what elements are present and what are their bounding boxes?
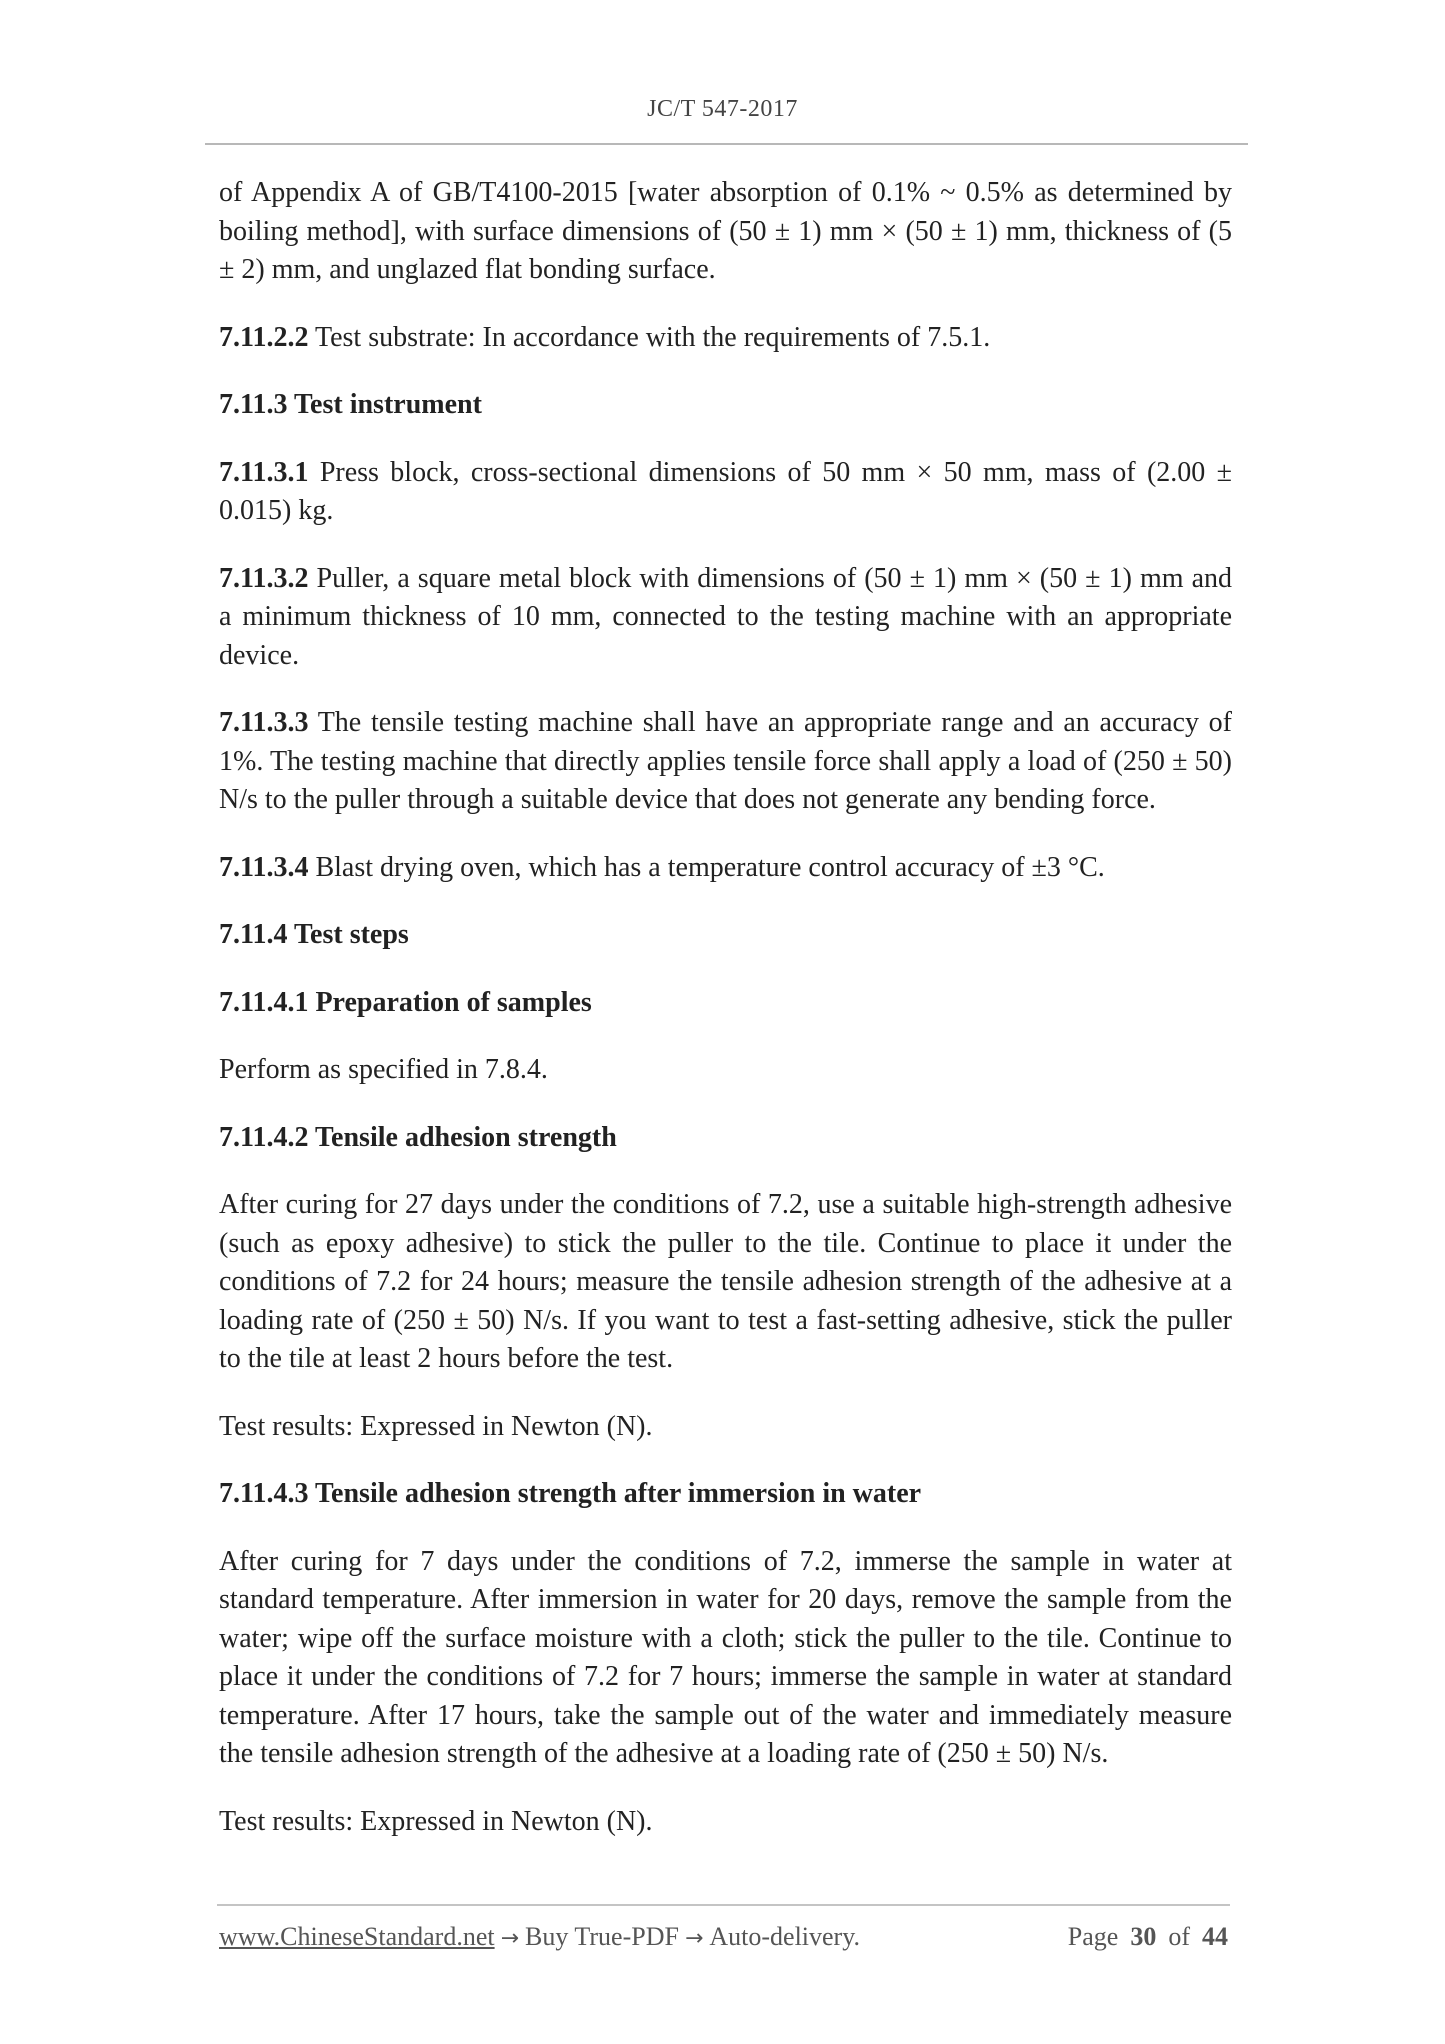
buy-true-pdf-text: Buy True-PDF — [525, 1922, 679, 1951]
clause-text: Puller, a square metal block with dimensions of (50 ± 1) mm × (50 ± 1) mm and a minimum thickness of 10 mm, connected to the testing machine with an appropriate device. — [219, 562, 1232, 671]
clause-number: 7.11.3.4 — [219, 851, 309, 883]
auto-delivery-text: Auto-delivery. — [709, 1922, 861, 1951]
paragraph-continuation: of Appendix A of GB/T4100-2015 [water absorption of 0.1% ~ 0.5% as determined by boiling method], with surface dimensions of (50 ± 1) mm × (50 ± 1) mm, thickness of (5 ± 2) mm, and unglazed flat bonding surface. — [219, 177, 1232, 285]
paragraph-tensile-adhesion: After curing for 27 days under the conditions of 7.2, use a suitable high-strength adhesive (such as epoxy adhesive) to stick the puller to the tile. Continue to place it under the conditions of 7.2 for 24 hours; measure the tensile adhesion strength of the adhesive at a loading rate of (250 ± 50) N/s. If you want to test a fast-setting adhesive, stick the puller to the tile at least 2 hours before the test. — [219, 1189, 1232, 1374]
website-link[interactable]: www.ChineseStandard.net — [219, 1922, 495, 1951]
arrow-right-icon: → — [684, 1926, 704, 1951]
page-footer — [219, 1922, 1228, 1952]
document-code-header: JC/T 547-2017 — [647, 96, 798, 122]
header-divider — [205, 143, 1248, 145]
clause-7-11-3-2 — [219, 560, 1232, 676]
heading-7-11-4: 7.11.4 Test steps — [219, 919, 409, 950]
arrow-right-icon: → — [500, 1926, 520, 1951]
heading-7-11-4-1: 7.11.4.1 Preparation of samples — [219, 986, 592, 1018]
page-body — [219, 174, 1232, 1870]
clause-number: 7.11.2.2 — [219, 321, 309, 353]
heading-7-11-4-2: 7.11.4.2 Tensile adhesion strength — [219, 1121, 617, 1153]
total-page-count: 44 — [1202, 1922, 1228, 1951]
clause-number: 7.11.3.3 — [219, 707, 309, 738]
clause-number: 7.11.3.1 — [219, 456, 309, 488]
paragraph-perform: Perform as specified in 7.8.4. — [219, 1054, 548, 1085]
footer-promo — [219, 1922, 860, 1952]
clause-7-11-3-1 — [219, 454, 1232, 531]
paragraph-test-results-1: Test results: Expressed in Newton (N). — [219, 1410, 653, 1442]
clause-text: Blast drying oven, which has a temperature control accuracy of ±3 °C. — [308, 851, 1105, 883]
clause-7-11-3-3 — [219, 704, 1232, 820]
of-label: of — [1168, 1922, 1190, 1951]
page-number-indicator — [1068, 1922, 1228, 1952]
heading-7-11-3: 7.11.3 Test instrument — [219, 389, 482, 420]
page-label: Page — [1067, 1922, 1119, 1951]
clause-text: The tensile testing machine shall have an appropriate range and an accuracy of 1%. The testing machine that directly applies tensile force shall apply a load of (250 ± 50) N/s to the puller through a suitable device that does not generate any bending force. — [219, 707, 1232, 815]
clause-number: 7.11.3.2 — [219, 562, 309, 594]
clause-text: Press block, cross-sectional dimensions of 50 mm × 50 mm, mass of (2.00 ± 0.015) kg. — [219, 456, 1232, 526]
footer-divider — [217, 1904, 1230, 1906]
paragraph-test-results-2: Test results: Expressed in Newton (N). — [219, 1805, 653, 1837]
clause-text: Test substrate: In accordance with the requirements of 7.5.1. — [308, 321, 991, 353]
current-page-number: 30 — [1130, 1922, 1157, 1951]
heading-7-11-4-3: 7.11.4.3 Tensile adhesion strength after immersion in water — [219, 1478, 922, 1509]
clause-7-11-2-2 — [219, 319, 1232, 358]
clause-7-11-3-4 — [219, 849, 1232, 888]
paragraph-immersion: After curing for 7 days under the conditions of 7.2, immerse the sample in water at standard temperature. After immersion in water for 20 days, remove the sample from the water; wipe off the surface moisture with a cloth; stick the puller to the tile. Continue to place it under the conditions of 7.2 for 7 hours; immerse the sample in water at standard temperature. After 17 hours, take the sample out of the water and immediately measure the tensile adhesion strength of the adhesive at a loading rate of (250 ± 50) N/s. — [219, 1545, 1232, 1769]
